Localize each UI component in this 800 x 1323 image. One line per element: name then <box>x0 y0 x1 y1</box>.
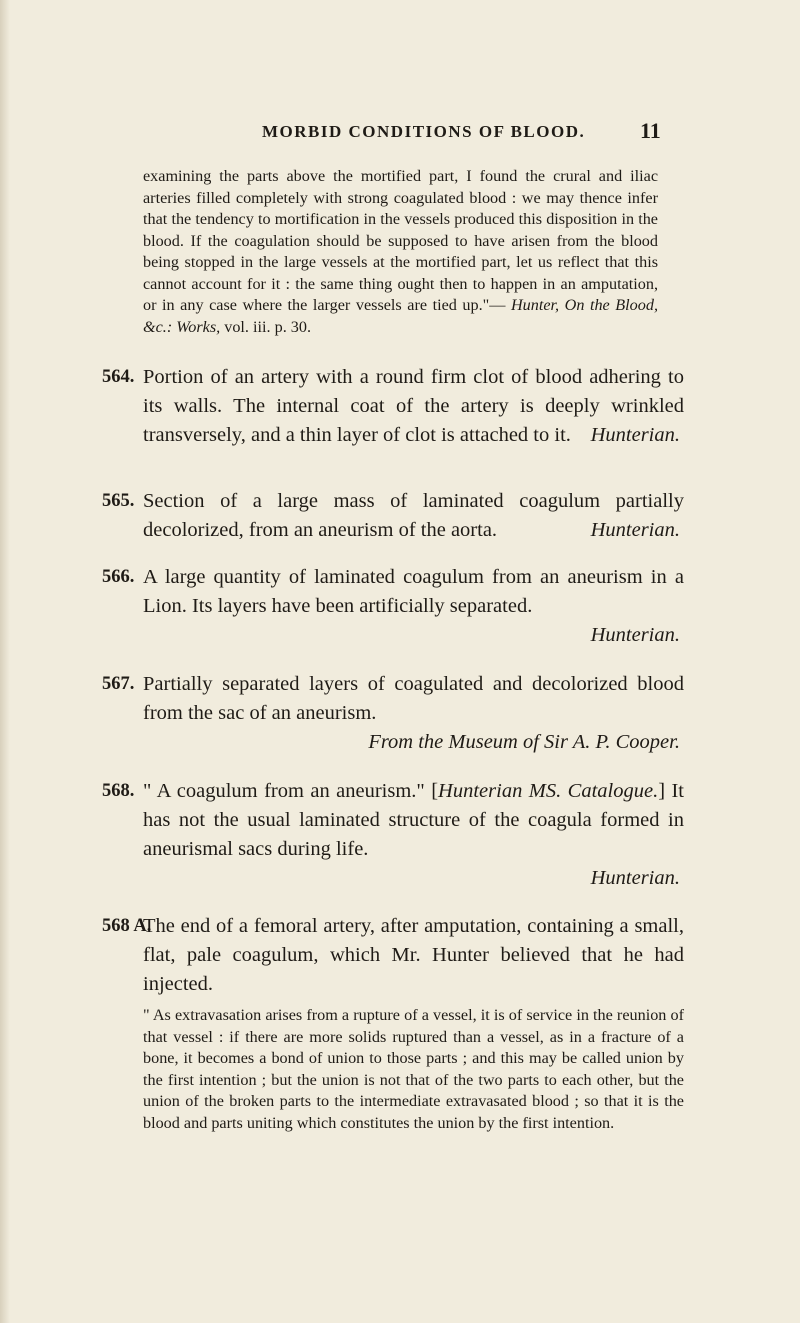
page-number: 11 <box>640 118 661 143</box>
intro-quote <box>143 166 658 338</box>
entry-text: A large quantity of laminated coagulum from an aneurism in a Lion. Its layers have been artificially separated. <box>143 566 684 617</box>
entry-source: Hunterian. <box>590 519 680 541</box>
entry-text-pre: " A coagulum from an aneurism." [ <box>143 780 439 802</box>
entry-source: Hunterian. <box>590 867 680 889</box>
catalogue-entry-567 <box>102 670 684 757</box>
entry-source: Hunterian. <box>590 624 680 646</box>
entry-source: Hunterian. <box>590 424 680 446</box>
entry-number: 568 A. <box>102 916 152 936</box>
entry-quote: " As extravasation arises from a rupture of a vessel, it is of service in the reunion of that vessel : if there are more solids ruptured than a vessel, as in a fracture of a bone, it becomes a bond of union to those parts ; and this may be called union by the first intention ; but the union is not that of the two parts to each other, but the union of the broken parts to the intermediate extravasated blood ; so that it is the blood and parts uniting which constitutes the union by the first intention. <box>143 1006 684 1132</box>
catalogue-entry-565 <box>102 487 684 545</box>
entry-source: From the Museum of Sir A. P. Cooper. <box>368 731 680 753</box>
citation-title: On the Blood, &c.: Works, <box>143 296 658 336</box>
catalogue-entry-564 <box>102 363 684 450</box>
citation-author: Hunter, <box>510 296 560 314</box>
entry-text: Section of a large mass of laminated coagulum partially decolorized, from an aneurism of the aorta. <box>143 490 684 541</box>
citation-ref: vol. iii. p. 30. <box>224 317 312 336</box>
page-edge <box>0 0 10 1323</box>
entry-number: 568. <box>102 781 135 801</box>
entry-number: 567. <box>102 674 135 694</box>
catalogue-entry-568a <box>102 912 684 1134</box>
entry-number: 565. <box>102 491 135 511</box>
entry-number: 564. <box>102 367 135 387</box>
entry-text-post: ] It has not the usual laminated structure of the coagula formed in aneurismal sacs during life. <box>143 780 684 860</box>
entry-text-italic: Hunterian MS. Catalogue. <box>438 780 659 802</box>
catalogue-entry-568 <box>102 777 684 893</box>
entry-number: 566. <box>102 567 135 587</box>
entry-text: Portion of an artery with a round firm clot of blood adhering to its walls. The internal coat of the artery is deeply wrinkled transversely, and a thin layer of clot is attached to it. <box>143 366 684 446</box>
entry-text: Partially separated layers of coagulated and decolorized blood from the sac of an aneurism. <box>143 673 684 724</box>
entry-text: The end of a femoral artery, after amputation, containing a small, flat, pale coagulum, which Mr. Hunter believed that he had injected. <box>143 915 684 995</box>
intro-quote-text: examining the parts above the mortified part, I found the crural and iliac arteries filled completely with strong coagulated blood : we may thence infer that the tendency to mortification in the vessels produced this disposition in the blood. If the coagulation should be supposed to have arisen from the blood being stopped in the large vessels at the mortified part, let us reflect that this cannot account for it : the same thing ought then to happen in an amputation, or in any case where the larger vessels are tied up."— <box>143 167 658 314</box>
running-title: MORBID CONDITIONS OF BLOOD. <box>262 122 586 141</box>
catalogue-entry-566 <box>102 563 684 650</box>
running-header <box>0 118 800 148</box>
